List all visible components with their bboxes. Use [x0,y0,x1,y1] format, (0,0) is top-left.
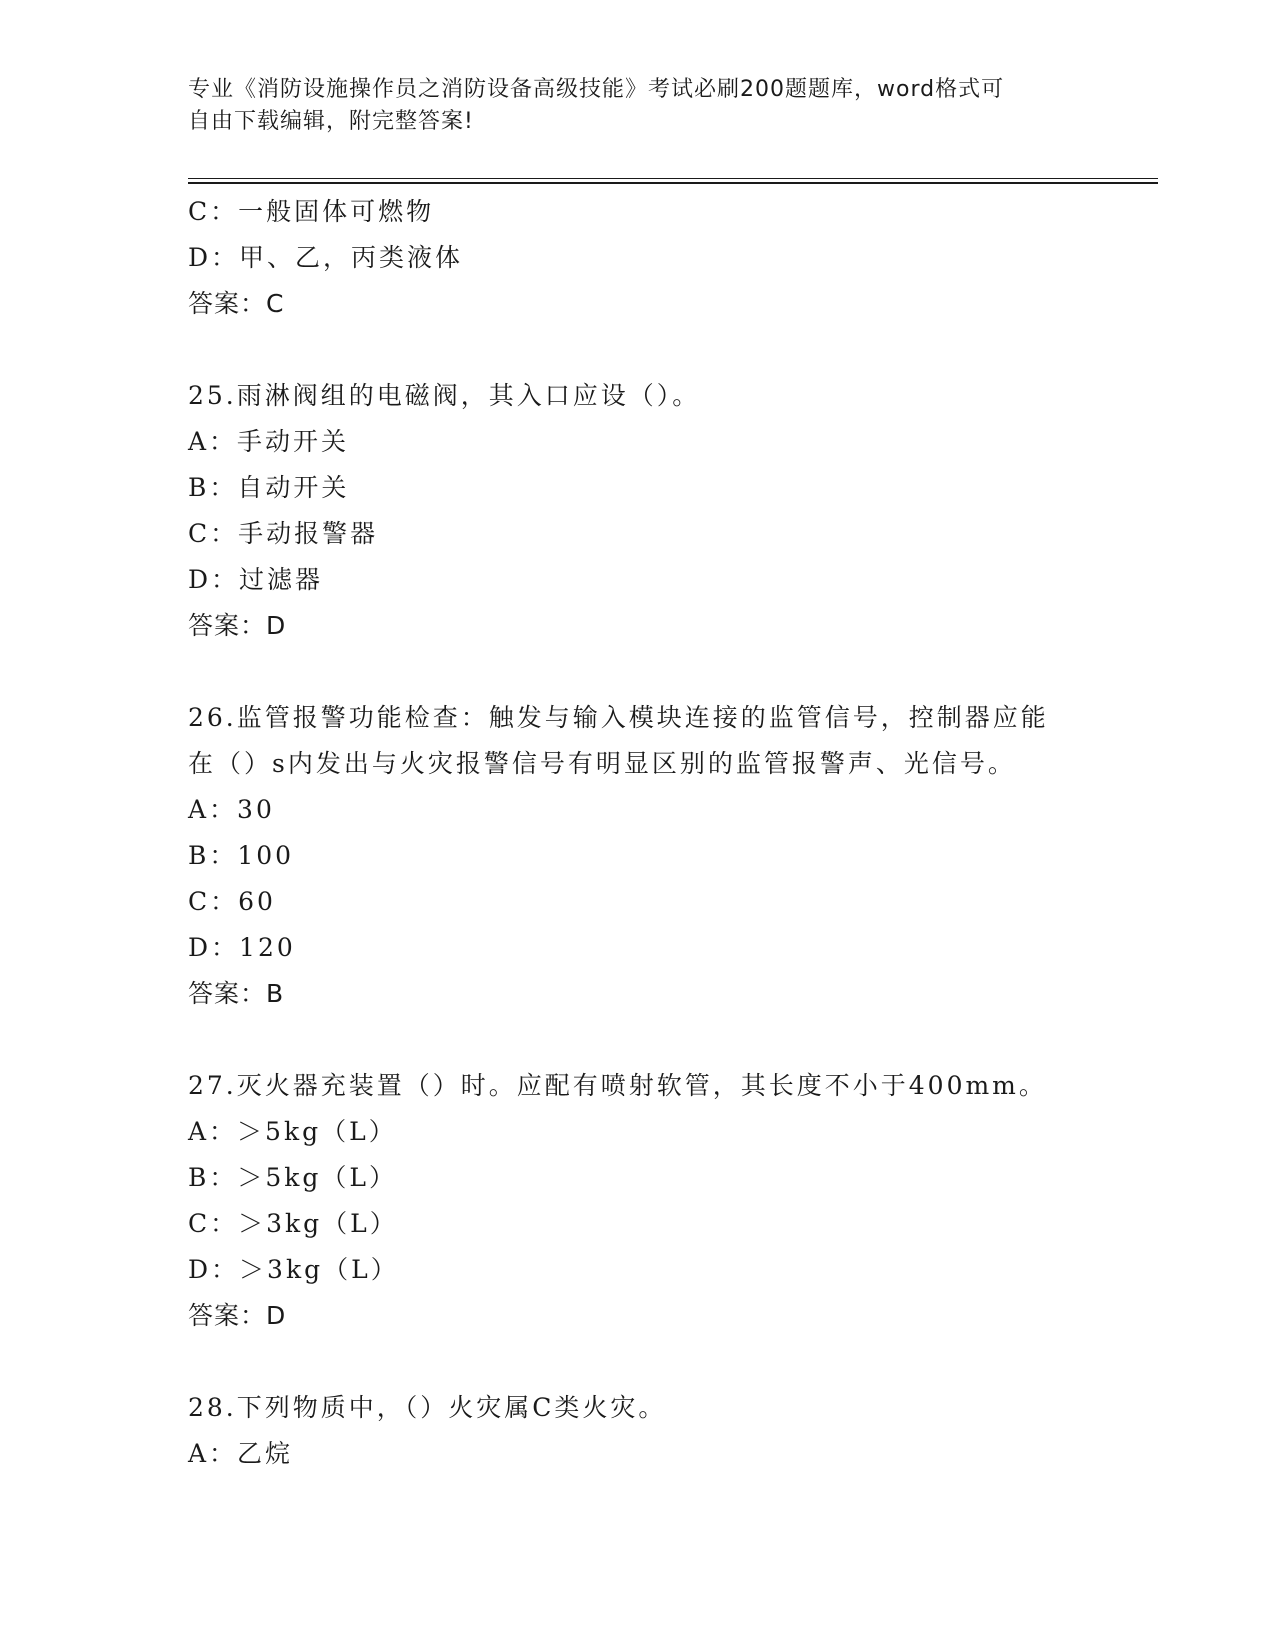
option-d: D：甲、乙，丙类液体 [188,243,464,272]
question-25 [188,373,1088,649]
option-a: A：30 [188,795,275,824]
option-c: C：＞3kg（L） [188,1209,398,1238]
header-divider-thin [188,178,1158,179]
question-24-tail [188,189,1088,327]
answer-line: 答案：D [188,611,287,640]
answer-line: 答案：C [188,289,285,318]
answer-line: 答案：B [188,979,285,1008]
spacer [188,1017,1088,1063]
option-a: A：＞5kg（L） [188,1117,397,1146]
document-header [188,74,1068,138]
header-line-1: 专业《消防设施操作员之消防设备高级技能》考试必刷200题题库，word格式可 [188,77,1005,102]
spacer [188,327,1088,373]
option-a: A：乙烷 [188,1439,294,1468]
option-a: A：手动开关 [188,427,350,456]
header-divider-thick [188,182,1158,184]
question-stem: 27.灭火器充装置（）时。应配有喷射软管，其长度不小于400mm。 [188,1071,1047,1100]
option-b: B：＞5kg（L） [188,1163,398,1192]
question-26 [188,695,1088,1017]
question-stem-line-2: 在（）s内发出与火灾报警信号有明显区别的监管报警声、光信号。 [188,749,1016,778]
spacer [188,1339,1088,1385]
question-stem: 28.下列物质中，（）火灾属C类火灾。 [188,1393,667,1422]
option-d: D：＞3kg（L） [188,1255,399,1284]
answer-line: 答案：D [188,1301,287,1330]
option-d: D：过滤器 [188,565,324,594]
option-c: C：一般固体可燃物 [188,197,435,226]
header-line-2: 自由下载编辑，附完整答案! [188,109,474,134]
spacer [188,649,1088,695]
question-28 [188,1385,1088,1477]
option-d: D：120 [188,933,296,962]
question-stem: 25.雨淋阀组的电磁阀，其入口应设（）。 [188,381,701,410]
option-b: B：自动开关 [188,473,350,502]
question-list [188,189,1088,1477]
question-27 [188,1063,1088,1339]
option-c: C：60 [188,887,276,916]
option-c: C：手动报警器 [188,519,379,548]
option-b: B：100 [188,841,295,870]
question-stem-line-1: 26.监管报警功能检查：触发与输入模块连接的监管信号，控制器应能 [188,703,1049,732]
